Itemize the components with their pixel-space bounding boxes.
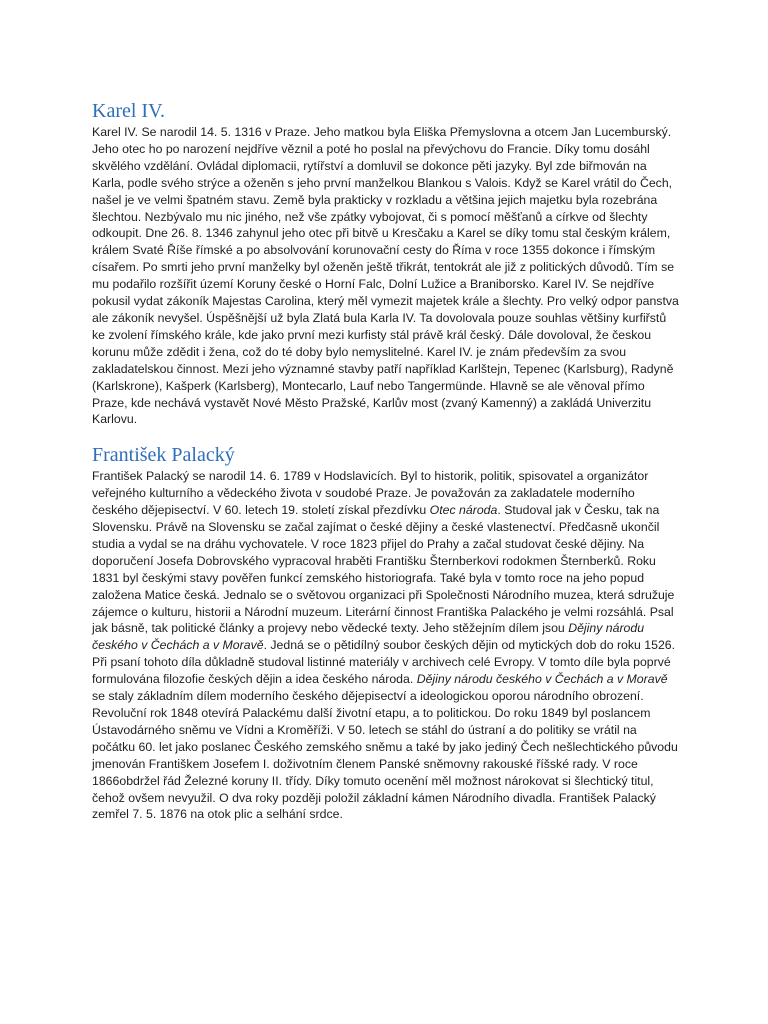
paragraph-text: Karel IV. Se narodil 14. 5. 1316 v Praze. Jeho matkou byla Eliška Přemyslovna a otcem Jan Lucemburský. Jeho otec ho po narození nejdříve věznil a poté ho poslal na převýchovu do Francie. Díky tomu dosáhl skvělého vzdělání. Ovládal diplomacii, rytířství a domluvil se dokonce pěti jazyky. Byl zde biřmován na Karla, podle svého strýce a oženěn s jeho první manželkou Blankou s Valois. Když se Karel vrátil do Čech, našel je ve velmi špatném stavu. Země byla prakticky v rozkladu a většina jejich majetku byla rozebrána šlechtou. Nezbývalo mu nic jiného, než vše zpátky vybojovat, či s pomocí měšťanů a církve od šlechty odkoupit. Dne 26. 8. 1346 zahynul jeho otec při bitvě u Kresčaku a Karel se díky tomu stal českým králem, králem Svaté Říše římské a po absolvování korunovační cesty do Říma v roce 1355 dokonce i římským císařem. Po smrti jeho první manželky byl oženěn ještě třikrát, tentokrát ale již z politických důvodů. Tím se mu podařilo rozšířit území Koruny české o Horní Falc, Dolní Lužice a Braniborsko. Karel IV. Se nejdříve pokusil vydat zákoník Majestas Carolina, který měl vymezit majetek krále a šlechty. Pro velký odpor panstva ale zákoník nevyšel. Úspěšnější už byla Zlatá bula Karla IV. Ta dovolovala pouze souhlas většiny kurfiřstů ke zvolení římského krále, kde jako první mezi kurfisty stál právě král český. Dále dovoloval, že českou korunu může zdědit i žena, což do té doby bylo nemyslitelné. Karel IV. je znám především za svou zakladatelskou činnost. Mezi jeho významné stavby patří například Karlštejn, Tepenec (Karlsburg), Radyně (Karlskrone), Kašperk (Karlsberg), Montecarlo, Lauf nebo Tangermünde. Hlavně se ale věnoval přímo Praze, kde nechává vystavět Nové Město Pražské, Karlův most (zvaný Kamenný) a zakládá Univerzitu Karlovu.: [92, 125, 679, 427]
section-karel-iv: [92, 98, 680, 428]
paragraph-text: se staly základním dílem moderního českého dějepisectví a ideologickou oporou národního obrození. Revoluční rok 1848 otevírá Palackému další životní etapu, a to politickou. Do roku 1849 byl poslancem Ústavodárného sněmu ve Vídni a Kroměříži. V 50. letech se stáhl do ústraní a do politiky se vrátil na počátku 60. let jako poslanec Českého zemského sněmu a také by jako jediný Čech nešlechtického původu jmenován Františkem Josefem I. doživotním členem Panské sněmovny rakouské říšské rady. V roce 1866obdržel řád Železné koruny II. třídy. Díky tomuto ocenění měl možnost nárokovat si šlechtický titul, čehož ovšem nevyužil. O dva roky později položil základní kámen Národního divadla. František Palacký zemřel 7. 5. 1876 na otok plic a selhání srdce.: [92, 689, 678, 822]
italic-book-title: Dějiny národu českého v Čechách a v Moravě: [92, 621, 645, 653]
section-paragraph: [92, 124, 680, 428]
section-paragraph: [92, 468, 680, 823]
paragraph-text: . Studoval jak v Česku, tak na Slovensku. Právě na Slovensku se začal zajímat o české dějiny a české vlastenectví. Předčasně ukončil studia a vydal se na dráhu vychovatele. V roce 1823 přijel do Prahy a začal studovat české dějiny. Na doporučení Josefa Dobrovského vypracoval hraběti Františku Šternberkovi rodokmen Šternberků. Roku 1831 byl českými stavy pověřen funkcí zemského historiografa. Také byla v tomto roce na jeho popud založena Matice česká. Jednalo se o světovou organizaci při Společnosti Národního muzea, která sdružuje zájemce o kulturu, historii a Národní muzeum. Literární činnost Františka Palackého je velmi rozsáhlá. Psal jak básně, tak politické články a projevy nebo vědecké texty. Jeho stěžejním dílem jsou: [92, 503, 675, 636]
italic-book-title: Dějiny národu českého v Čechách a v Moravě: [416, 672, 668, 687]
paragraph-text: . Jedná se o pětidílný soubor českých dějin od mytických dob do roku 1526. Při psaní tohoto díla důkladně studoval listinné materiály v archivech celé Evropy. V tomto díle byla poprvé formulována filozofie českých dějin a idea českého národa.: [92, 638, 676, 687]
section-heading: František Palacký: [92, 444, 235, 467]
section-heading: Karel IV.: [92, 100, 165, 122]
italic-nickname: Otec národa: [429, 503, 498, 518]
section-frantisek-palacky: [92, 442, 680, 823]
paragraph-text: František Palacký se narodil 14. 6. 1789 v Hodslavicích. Byl to historik, politik, spisovatel a organizátor veřejného kulturního a vědeckého života v soudobé Praze. Je považován za zakladatele moderního českého dějepisectví. V 60. letech 19. století získal přezdívku: [92, 469, 649, 518]
